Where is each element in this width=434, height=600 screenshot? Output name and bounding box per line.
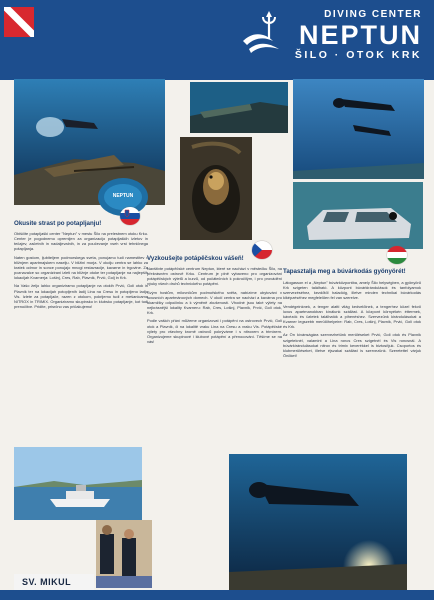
col3-paragraph: Vendégeinknek, a tenger alatti világ kedvelőinek, a tengerhez közel fekvő luxus apartmanokban kínálunk szállást. A központ környékén éttermek, kávézók és üzletek találhatók a pihenéshez. Szervezünk kirándulásokat a Kvarner legszebb merülőhelyeire: Rab, Cres, Lošinj, Plavnik, Prvić, Goli otok és Krk. xyxy=(283,303,421,330)
seal-badge-text: NEPTUN xyxy=(112,193,134,199)
col1-paragraph: Na Vašo željo lahko organiziramo potapljanje na otokih Prvić, Goli otok in Plavnik ter na lokacijah potopljenih ladij Lina na Cresu in potopljeno ladjo Vis. Izlete za potapljače, razen z otokom, pokrijemo tudi z mešanicama NITROX in TRIMIX. Organiziramo skupinsko in klubsko potapljanje, kot tudi prenočitve. Pridite, prisrčno vas pričakujemo! xyxy=(14,283,148,309)
photo-boat-name xyxy=(14,574,94,590)
flag-hungary-icon xyxy=(387,246,407,264)
col2-paragraph: Navštivte potápěčské centrum Neptun, které se nachází v městečku Šilo, na překrásném ostrově Krku. Centrum je plně vybaveno pro organizování potápěčských výletů a kurzů, od počátečních k pokročilým, i pro provádění výuky všech druhů technického potápění. xyxy=(147,266,282,287)
brand xyxy=(295,9,422,62)
col3-paragraph: Az Ön kívánságára szervezhetünk merüléseket Prvić, Goli otok és Plavnik szigeteknél, valamint a Lina roncs Cres szigetnél és Vis roncsnál. A búvárkirándulásokat nitrox és trimix keverékkel is biztosítjuk. Csoportos és klubmerüléseket, illetve éjszakai szállást is szervezünk. Szeretettel várjuk Önöket! xyxy=(283,332,421,358)
col2-paragraph: Svým hostům, milovníkům podmořského světa, nabízíme ubytování v luxusních apartmánových domech. V okolí centra se nachází a kavárna pro okamžiky odpočinku a k výměně zkušeností. Vhodné jsou také výlety na nejkrásnější lokality Kvarneru: Rab, Cres, Lošinj, Plavnik, Prvić, Goli otok, Krk. xyxy=(147,289,282,316)
brand-tagline: DIVING CENTER xyxy=(324,9,422,20)
col2-paragraph: Podle vašich přání můžeme organizovat i potápění na ostrovech Prvić, Goli otok a Plavnik, či na lokalitě vraku Lina na Cresu a vraku Vis. Potápěčské výlety pro všechny kromě ostrovů pokrýváme i s nitroxem a trimixem. Organizujeme skupinové i klubové potápění a přenocování. Těšíme se na vás! xyxy=(147,318,282,344)
col3-body xyxy=(283,280,421,361)
photo-divers-blue xyxy=(293,79,424,179)
col3-paragraph: Látogasson el a „Neptun" búvárközpontba, amely Šilo helységben, a gyönyörű Krk szigeten található. A központ búvárkirándulások és tanfolyamok szervezéséhez, kezdőtől haladóig, illetve minden technikai búvárkodás kiképzéséhez megfelelően fel van szerelve. xyxy=(283,280,421,301)
col1-body xyxy=(14,231,148,312)
col1-title: Okusite strast po potapljanju! xyxy=(14,220,102,227)
header-band xyxy=(0,0,434,80)
boat-name-text: SV. MIKUL xyxy=(22,577,72,587)
photo-boat-sea xyxy=(14,447,142,520)
col2-title: Vyzkoušejte potápěčskou vášeň! xyxy=(147,255,244,262)
photo-diver-torch xyxy=(229,454,407,590)
dive-flag-icon xyxy=(4,7,34,37)
trident-wave-logo-icon xyxy=(239,11,291,55)
col3-title: Tapasztalja meg a búvárkodás gyönyörét! xyxy=(283,268,406,275)
photo-sunken-car xyxy=(293,182,423,249)
brand-name: NEPTUN xyxy=(298,20,422,50)
col1-paragraph: Naten gostom, ljubiteljem podmorskega sveta, ponujamo tudi namestitev v bližnjem apartmajskem naselju. V bližini morja. V okolju centra se lahko za kratek odmor in sonce ponujajo mnogi restavracije, kavarne in trgovine. Za poznavalce so organizirani izleti na bližnje otoke ter potapljanje na najlepših lokacijah Kvarnerja: Lošinj, Cres, Rab, Plavnik, Prvić, Golj in Krk. xyxy=(14,254,148,281)
col2-body xyxy=(147,266,282,347)
bottom-band xyxy=(0,590,434,600)
brand-location: ŠILO · OTOK KRK xyxy=(294,49,422,61)
photo-moray-eel xyxy=(180,137,252,240)
photo-divers-onboard xyxy=(96,520,152,588)
photo-wreck-hull xyxy=(190,82,288,133)
col1-paragraph: Obiščite potapljaški center "Neptun" v mestu Šilo na prelestnem otoku Krku. Center je pogodnemo opremljen za organizacijo potapljaških izletov in tečajev, začetnih in nadaljevalnih, in za poučevanje vseh vrst tehničnega potapljanja. xyxy=(14,231,148,252)
